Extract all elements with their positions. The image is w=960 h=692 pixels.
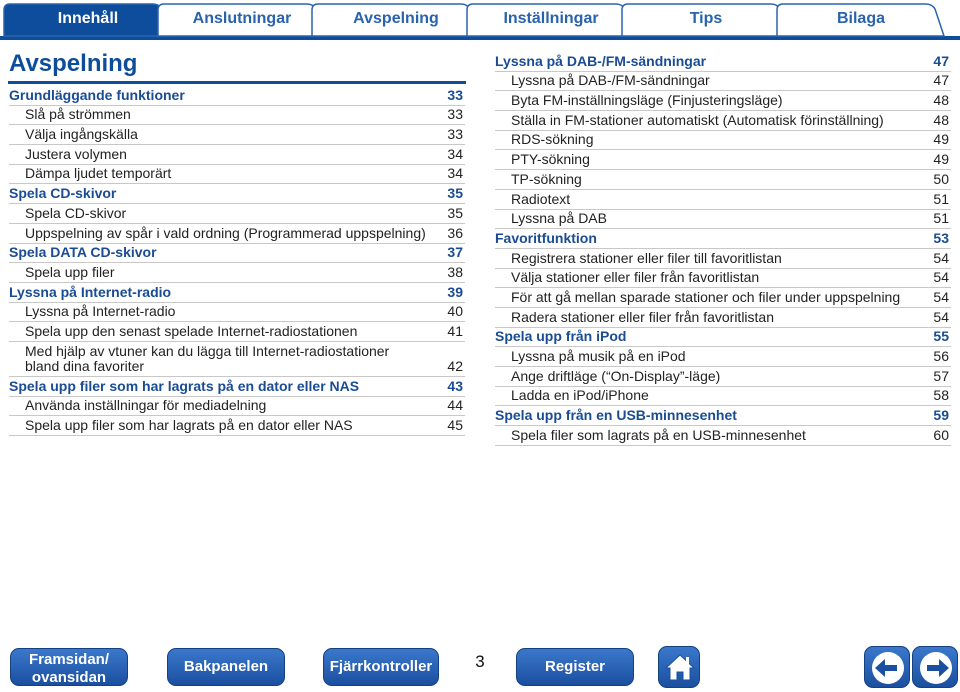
toc-entry-title: Spela upp filer som har lagrats på en dator eller NAS [9, 377, 360, 394]
toc-entry-page: 48 [933, 111, 949, 128]
toc-heading[interactable] [9, 283, 465, 303]
next-page-button[interactable] [912, 646, 958, 688]
toc-heading[interactable] [9, 377, 465, 397]
toc-entry-page: 47 [933, 72, 949, 89]
toc-entry[interactable] [495, 91, 951, 111]
toc-entry[interactable] [9, 322, 465, 342]
remote-control-button[interactable] [323, 648, 439, 686]
toc-entry-title: Spela upp den senast spelade Internet-radiostationen [25, 322, 358, 339]
toc-entry-title: Spela DATA CD-skivor [9, 244, 157, 261]
index-label: Register [544, 658, 606, 675]
toc-entry-page: 49 [933, 131, 949, 148]
toc-entry[interactable] [9, 303, 465, 323]
toc-entry-title: Radera stationer eller filer från favoritlistan [511, 308, 775, 325]
toc-entry[interactable] [495, 72, 951, 92]
toc-entry[interactable] [495, 210, 951, 230]
toc-entry-title: Ställa in FM-stationer automatiskt (Automatisk förinställning) [511, 111, 884, 128]
tab-settings[interactable] [466, 3, 636, 37]
toc-right-column [495, 52, 951, 446]
toc-entry-page: 55 [933, 328, 949, 345]
tab-bar [0, 0, 960, 40]
toc-entry[interactable] [495, 426, 951, 446]
toc-entry-title: Lyssna på Internet-radio [25, 303, 176, 320]
toc-entry-title: Lyssna på DAB-/FM-sändningar [495, 52, 707, 69]
toc-entry[interactable] [495, 269, 951, 289]
toc-entry-title: Med hjälp av vtuner kan du lägga till Internet-radiostationer bland dina favoriter [25, 342, 390, 374]
tab-label: Inställningar [503, 10, 599, 27]
toc-entry-title: Lyssna på Internet-radio [9, 283, 172, 300]
toc-entry-page: 39 [447, 283, 463, 300]
front-top-label-line1: Framsidan/ [28, 651, 110, 668]
toc-entry-title: Justera volymen [25, 145, 127, 162]
toc-heading[interactable] [495, 229, 951, 249]
toc-entry-page: 54 [933, 269, 949, 286]
rear-panel-button[interactable] [167, 648, 285, 686]
toc-entry-title: Radiotext [511, 190, 571, 207]
toc-entry-page: 33 [447, 106, 463, 123]
toc-entry-page: 44 [447, 397, 463, 414]
toc-entry-title: Lyssna på musik på en iPod [511, 348, 686, 364]
front-top-button[interactable] [10, 648, 128, 686]
rear-panel-label: Bakpanelen [183, 658, 269, 675]
title-underline [8, 81, 466, 84]
toc-entry-title: Lyssna på DAB [511, 210, 607, 227]
arrow-right-icon [913, 647, 959, 689]
page-number: 3 [475, 652, 485, 671]
toc-entry-page: 36 [447, 224, 463, 241]
previous-page-button[interactable] [864, 646, 910, 688]
toc-entry[interactable] [9, 263, 465, 283]
toc-entry[interactable] [9, 342, 465, 377]
toc-heading[interactable] [495, 406, 951, 426]
toc-entry-page: 34 [447, 165, 463, 182]
toc-entry[interactable] [495, 131, 951, 151]
toc-entry-page: 54 [933, 308, 949, 325]
tab-label: Anslutningar [192, 10, 292, 27]
toc-entry[interactable] [495, 387, 951, 407]
toc-entry-title: Ladda en iPod/iPhone [511, 387, 649, 404]
toc-heading[interactable] [495, 52, 951, 72]
toc-heading[interactable] [9, 86, 465, 106]
tab-appendix[interactable] [776, 3, 946, 37]
toc-entry-page: 38 [447, 263, 463, 280]
toc-entry-title: PTY-sökning [511, 151, 590, 168]
toc-entry-title: Byta FM-inställningsläge (Finjusteringsläge) [511, 92, 783, 109]
toc-entry-title: TP-sökning [511, 170, 582, 187]
toc-heading[interactable] [9, 184, 465, 204]
toc-left-column [9, 86, 465, 436]
toc-entry-page: 37 [447, 244, 463, 261]
tab-label: Tips [689, 10, 723, 27]
toc-entry-title: RDS-sökning [511, 131, 594, 148]
toc-entry-page: 45 [447, 417, 463, 433]
tab-playback[interactable] [311, 3, 481, 37]
toc-entry[interactable] [495, 190, 951, 210]
toc-entry-page: 57 [933, 367, 949, 384]
remote-control-label: Fjärrkontroller [329, 658, 433, 675]
page-title: Avspelning [9, 50, 138, 77]
toc-entry-page: 58 [933, 387, 949, 404]
toc-entry[interactable] [9, 224, 465, 244]
toc-entry-title: Slå på strömmen [25, 106, 131, 123]
toc-entry-title: Ange driftläge (“On-Display”-läge) [511, 367, 721, 384]
toc-entry[interactable] [9, 145, 465, 165]
tab-connections[interactable] [157, 3, 327, 37]
toc-entry-page: 41 [447, 322, 463, 339]
toc-entry-title: Registrera stationer eller filer till favoritlistan [511, 249, 782, 266]
toc-entry[interactable] [9, 416, 465, 436]
toc-entry-page: 51 [933, 210, 949, 227]
toc-entry-title: Uppspelning av spår i vald ordning (Programmerad uppspelning) [25, 224, 426, 241]
arrow-left-icon [865, 647, 911, 689]
home-button[interactable] [658, 646, 700, 688]
toc-entry[interactable] [495, 150, 951, 170]
toc-heading[interactable] [9, 244, 465, 264]
toc-entry-page: 48 [933, 92, 949, 109]
toc-entry[interactable] [495, 347, 951, 367]
toc-entry-page: 47 [933, 52, 949, 69]
toc-entry-page: 59 [933, 407, 949, 424]
toc-entry-page: 40 [447, 303, 463, 320]
toc-entry-page: 60 [933, 426, 949, 443]
tab-tips[interactable] [621, 3, 791, 37]
toc-entry[interactable] [9, 204, 465, 224]
toc-entry[interactable] [495, 170, 951, 190]
toc-entry-page: 34 [447, 145, 463, 162]
toc-entry-page: 35 [447, 204, 463, 221]
toc-entry-page: 50 [933, 170, 949, 187]
toc-entry-title: Grundläggande funktioner [9, 86, 185, 103]
toc-entry[interactable] [495, 367, 951, 387]
toc-entry-page: 56 [933, 348, 949, 364]
toc-entry-title: Välja ingångskälla [25, 126, 138, 143]
toc-entry-page: 33 [447, 86, 463, 103]
toc-entry-page: 54 [933, 288, 949, 305]
toc-entry[interactable] [495, 288, 951, 308]
toc-entry-title: Använda inställningar för mediadelning [25, 397, 267, 414]
tab-label: Innehåll [57, 10, 119, 27]
toc-entry-page: 33 [447, 126, 463, 143]
toc-entry-page: 35 [447, 185, 463, 202]
toc-entry-title: Spela CD-skivor [25, 204, 127, 221]
index-button[interactable] [516, 648, 634, 686]
toc-entry-title: Spela upp från iPod [495, 328, 627, 345]
front-top-label-line2: ovansidan [31, 669, 107, 686]
toc-entry[interactable] [9, 106, 465, 126]
toc-entry-title: Spela CD-skivor [9, 185, 117, 202]
toc-entry-page: 43 [447, 377, 463, 394]
toc-entry[interactable] [9, 125, 465, 145]
toc-entry-page: 53 [933, 229, 949, 246]
toc-entry-page: 54 [933, 249, 949, 266]
toc-entry-title: Spela upp från en USB-minnesenhet [495, 407, 737, 424]
toc-entry-page: 51 [933, 190, 949, 207]
toc-entry[interactable] [9, 165, 465, 185]
toc-entry-title: Välja stationer eller filer från favoritlistan [511, 269, 760, 286]
toc-entry[interactable] [9, 397, 465, 417]
toc-entry-title: Favoritfunktion [495, 229, 597, 246]
toc-heading[interactable] [495, 328, 951, 348]
home-icon [659, 647, 701, 689]
toc-entry[interactable] [495, 249, 951, 269]
toc-entry-page: 42 [447, 357, 463, 374]
tab-contents[interactable] [3, 3, 173, 37]
toc-entry-title: Spela upp filer som har lagrats på en dator eller NAS [25, 417, 353, 433]
toc-entry-title: Spela upp filer [25, 263, 115, 280]
tab-label: Bilaga [836, 10, 885, 27]
toc-entry[interactable] [495, 111, 951, 131]
toc-entry-page: 49 [933, 151, 949, 168]
toc-entry-title: Dämpa ljudet temporärt [25, 165, 172, 182]
toc-entry-title: Lyssna på DAB-/FM-sändningar [511, 72, 710, 89]
tab-label: Avspelning [353, 10, 439, 27]
toc-entry-title: Spela filer som lagrats på en USB-minnesenhet [511, 426, 806, 443]
toc-entry[interactable] [495, 308, 951, 328]
toc-entry-title: För att gå mellan sparade stationer och filer under uppspelning [511, 288, 901, 305]
